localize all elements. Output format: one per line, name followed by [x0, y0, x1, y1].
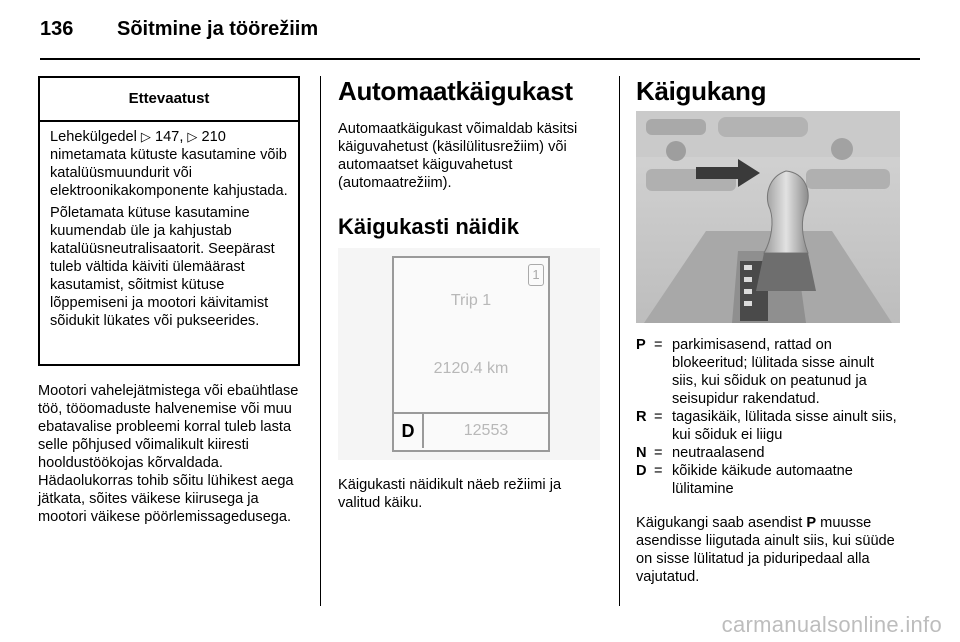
page-ref-link[interactable]: 210	[201, 129, 226, 145]
gear-indicator: D	[394, 414, 424, 448]
definition-text: parkimisasend, rattad on blokeeritud; lülitada sisse ainult siis, kui sõiduk on peatunud ja seisupidur rakendatud.	[672, 337, 874, 407]
section-intro: Automaatkäigukast võimaldab käsitsi käiguvahetust (käsilülitusrežiim) või automaatset käiguvahetust (automaatrežiim).	[338, 121, 578, 191]
gear-lever-photo	[636, 111, 900, 323]
definition-text: tagasikäik, lülitada sisse ainult siis, kui sõiduk ei liigu	[672, 409, 897, 443]
gear-badge: 1	[528, 264, 544, 286]
page-header	[40, 18, 920, 62]
gear-p-bold: P	[806, 515, 817, 531]
chapter-title: Sõitmine ja töörežiim	[117, 18, 319, 40]
definition-equals: =	[654, 409, 663, 425]
page-number: 136	[40, 18, 74, 40]
definition-key: R	[636, 409, 647, 425]
definition-text: kõikide käikude automaatne lülitamine	[672, 463, 853, 497]
page-ref-arrow-icon: ▷	[140, 129, 151, 144]
caution-title: Ettevaatust	[40, 78, 298, 122]
caution-body	[40, 122, 298, 330]
column-divider	[619, 76, 620, 606]
definition-row	[636, 462, 902, 498]
section-heading: Käigukang	[636, 76, 767, 106]
subsection-heading: Käigukasti näidik	[338, 214, 519, 239]
definition-equals: =	[654, 445, 663, 461]
section-heading: Automaatkäigukast	[338, 76, 573, 106]
definition-row	[636, 336, 902, 408]
definition-text: neutraalasend	[672, 445, 765, 461]
column-2	[338, 76, 606, 240]
caution-paragraph-2: Põletamata kütuse kasutamine kuumendab üle ja kahjustab katalüüsneutralisaatorit. Seepärast tuleb vältida käiviti ülemäärast kasutamist, sõitmist kütuse lõppemiseni ja mootori käivitamist sõidukit lükates või pukseerides.	[50, 205, 275, 329]
definition-row	[636, 444, 902, 462]
gear-definitions	[636, 336, 902, 586]
page-ref-arrow-icon: ▷	[187, 129, 198, 144]
caution-box	[38, 76, 300, 366]
column-divider	[320, 76, 321, 606]
definition-key: N	[636, 445, 647, 461]
definition-key: D	[636, 463, 647, 479]
display-frame	[392, 256, 550, 452]
figure-caption: Käigukasti näidikult näeb režiimi ja valitud käiku.	[338, 477, 562, 511]
page-ref-link[interactable]: 147	[154, 129, 180, 145]
trip-distance: 2120.4 km	[433, 360, 509, 377]
definition-row	[636, 408, 902, 444]
outro-paragraph: Käigukangi saab asendist P muusse asendisse liigutada ainult siis, kui süüde on sisse lülitatud ja piduripedaal alla vajutatud.	[636, 515, 895, 585]
definition-equals: =	[654, 463, 663, 479]
body-paragraph: Mootori vahelejätmistega või ebaühtlase töö, tööomaduste halvenemise või muu ebatavalise probleemi korral tuleb lasta selle põhjused võimalikult kiiresti hooldustöökojas kõrvaldada. Hädaolukorras tohib sõitu lühikest aega jätkata, sõites väikese kiirusega ja mootori väikese pöörlemissagedusega.	[38, 383, 299, 525]
watermark: carmanualsonline.info	[721, 612, 942, 637]
definition-equals: =	[654, 337, 663, 353]
display-bottom-strip	[394, 412, 548, 450]
odometer: 12553	[463, 422, 509, 439]
trip-label: Trip 1	[450, 292, 492, 309]
transmission-display-figure	[338, 248, 600, 460]
definition-key: P	[636, 337, 646, 353]
caution-paragraph-1: Lehekülgedel ▷ 147, ▷ 210 nimetamata kütuste kasutamine võib katalüüsmuundurit või elektroonikakomponente kahjustada.	[50, 129, 288, 199]
header-rule	[40, 58, 920, 60]
